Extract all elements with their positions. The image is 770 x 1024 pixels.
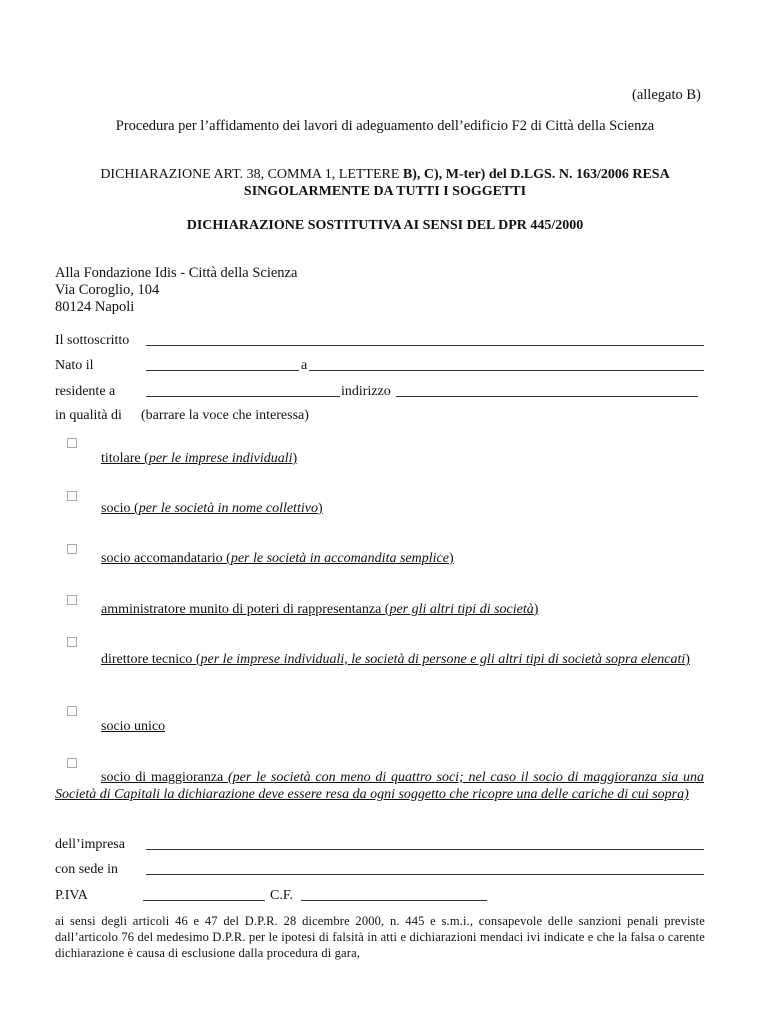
option-label: socio accomandatario ( xyxy=(101,551,231,566)
option-direttore-tecnico xyxy=(55,651,704,668)
option-note: per le società in nome collettivo xyxy=(138,501,318,516)
piva-field[interactable] xyxy=(143,900,265,901)
allegato-label: (allegato B) xyxy=(632,87,701,103)
direttore-tecnico-checkbox[interactable] xyxy=(67,637,77,647)
birth-date-field[interactable] xyxy=(146,370,299,371)
option-titolare xyxy=(55,450,704,467)
qualita-label: in qualità di xyxy=(55,408,122,423)
option-label: direttore tecnico ( xyxy=(101,652,201,667)
titolare-checkbox[interactable] xyxy=(67,438,77,448)
cf-label: C.F. xyxy=(270,888,294,903)
option-end: ) xyxy=(448,551,454,566)
barrare-instruction: (barrare la voce che interessa) xyxy=(141,408,309,423)
option-end: ) xyxy=(317,501,323,516)
cf-field[interactable] xyxy=(301,900,487,901)
impresa-field[interactable] xyxy=(146,849,704,850)
address-line-2: Via Coroglio, 104 xyxy=(55,282,160,298)
option-amministratore xyxy=(55,601,704,618)
option-label: socio ( xyxy=(101,501,139,516)
option-socio-unico xyxy=(55,718,704,735)
option-note: per le società in accomandita semplice xyxy=(230,551,449,566)
option-end: ) xyxy=(292,451,298,466)
indirizzo-label: indirizzo xyxy=(341,384,391,399)
sottoscritto-label: Il sottoscritto xyxy=(55,333,130,348)
residente-label: residente a xyxy=(55,384,116,399)
option-end: ) xyxy=(533,602,539,617)
procedure-title: Procedura per l’affidamento dei lavori di adeguamento dell’edificio F2 di Città della Scienza xyxy=(115,118,655,134)
declaration-text: ai sensi degli articoli 46 e 47 del D.P.R. 28 dicembre 2000, n. 445 e s.m.i., consapevole delle sanzioni penali previste dall’articolo 76 del medesimo D.P.R. per le ipotesi di falsità in atti e dichiarazioni mendaci ivi indicate e che la falsa o carente dichiarazione è causa di esclusione dalla procedura di gara, xyxy=(55,914,705,960)
address-line-1: Alla Fondazione Idis - Città della Scienza xyxy=(55,265,298,281)
option-note: per le imprese individuali, le società di persone e gli altri tipi di società sopra elencati xyxy=(200,652,686,667)
residence-field[interactable] xyxy=(146,396,340,397)
birth-place-field[interactable] xyxy=(309,370,704,371)
birth-place-label: a xyxy=(301,358,308,373)
option-note: per gli altri tipi di società xyxy=(389,602,534,617)
impresa-label: dell’impresa xyxy=(55,837,125,852)
document-title-line1 xyxy=(0,166,770,183)
document-subtitle: DICHIARAZIONE SOSTITUTIVA AI SENSI DEL DPR 445/2000 xyxy=(186,218,584,233)
sottoscritto-field[interactable] xyxy=(146,345,704,346)
option-socio-accomandatario xyxy=(55,550,704,567)
title-normal-part: DICHIARAZIONE ART. 38, COMMA 1, LETTERE xyxy=(100,167,403,182)
socio-unico-checkbox[interactable] xyxy=(67,706,77,716)
socio-maggioranza-checkbox[interactable] xyxy=(67,758,77,768)
address-line-3: 80124 Napoli xyxy=(55,299,135,315)
piva-label: P.IVA xyxy=(55,888,88,903)
option-socio xyxy=(55,500,704,517)
address-field[interactable] xyxy=(396,396,698,397)
sede-label: con sede in xyxy=(55,862,118,877)
sede-field[interactable] xyxy=(146,874,704,875)
option-socio-maggioranza xyxy=(55,769,704,803)
option-note: per le imprese individuali xyxy=(148,451,293,466)
option-end: ) xyxy=(685,652,690,667)
option-label: socio di maggioranza xyxy=(101,770,229,785)
option-label: amministratore munito di poteri di rappresentanza ( xyxy=(101,602,390,617)
option-note: (per le società con meno di quattro soci; nel caso il socio di maggioranza sia una Società di Capitali la dichiarazione deve essere resa da ogni soggetto che ricopre una delle cariche di cui sopra) xyxy=(55,770,704,802)
option-label: titolare ( xyxy=(101,451,149,466)
title-bold-part: B), C), M-ter) del D.LGS. N. 163/2006 RESA xyxy=(402,167,670,182)
nato-label: Nato il xyxy=(55,358,94,373)
option-label: socio unico xyxy=(101,719,166,734)
document-title-line2: SINGOLARMENTE DA TUTTI I SOGGETTI xyxy=(243,184,527,199)
